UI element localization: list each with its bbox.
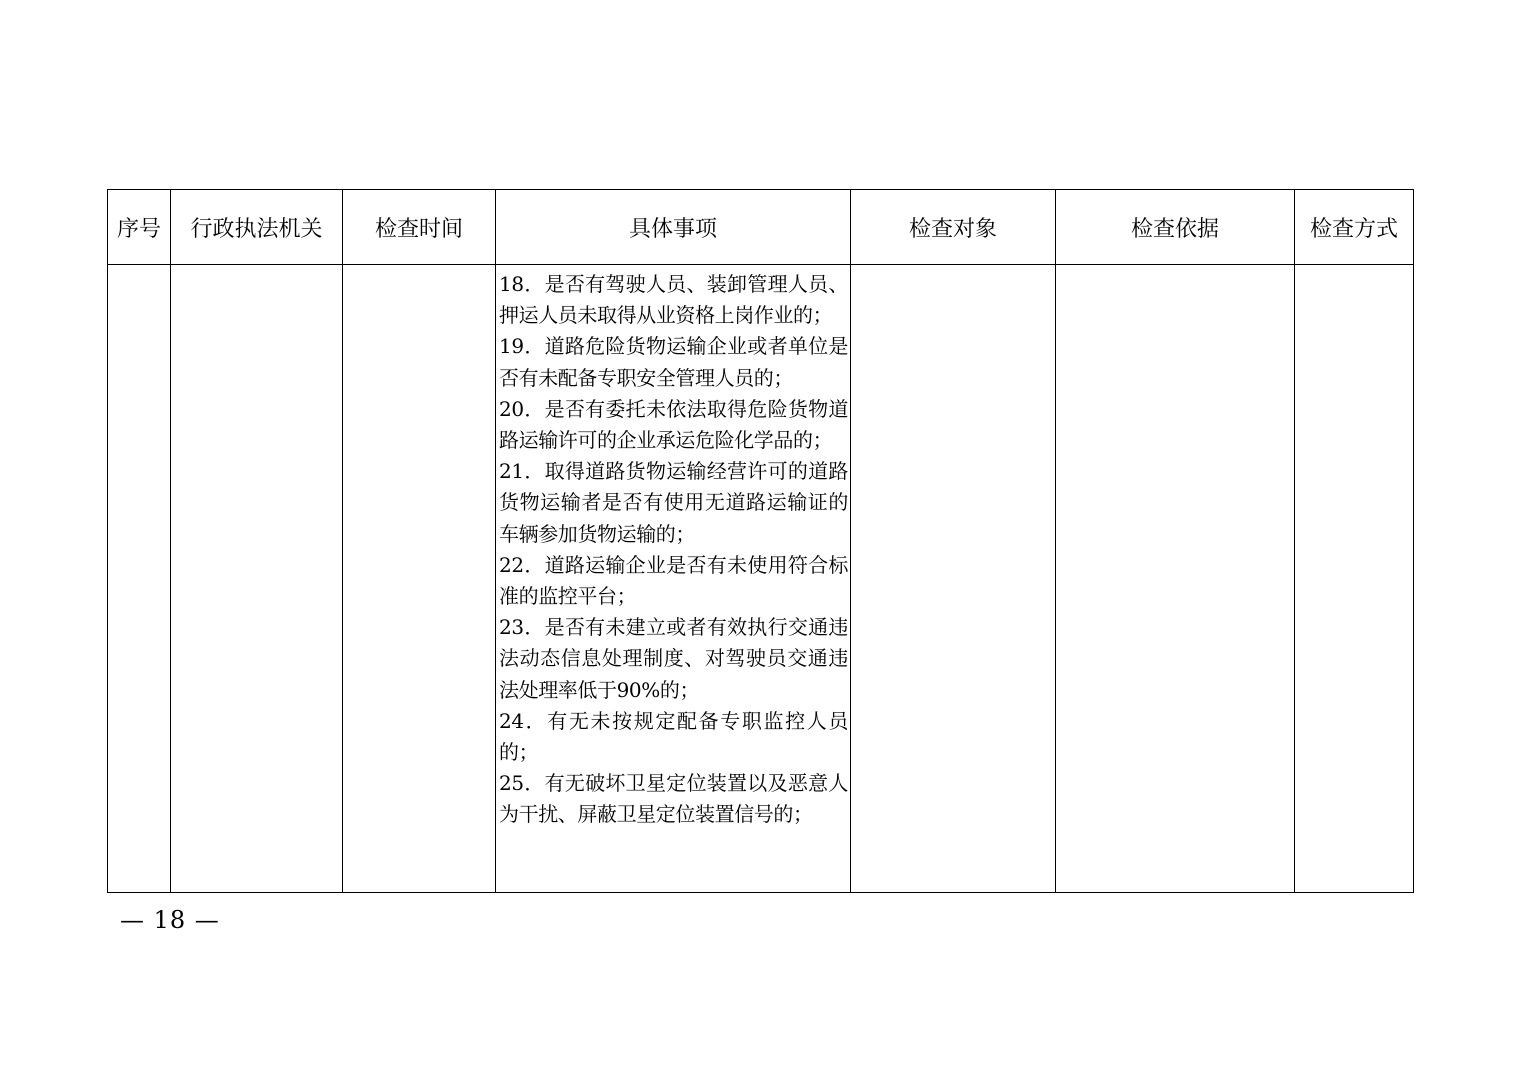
- header-agency: 行政执法机关: [171, 190, 343, 265]
- header-items: 具体事项: [496, 190, 851, 265]
- page-number: — 18 —: [120, 906, 220, 934]
- header-basis: 检查依据: [1056, 190, 1295, 265]
- table-header-row: [108, 190, 1414, 265]
- list-item: 20．是否有委托未依法取得危险货物道路运输许可的企业承运危险化学品的；: [499, 396, 848, 453]
- list-item: 19．道路危险货物运输企业或者单位是否有未配备专职安全管理人员的；: [499, 334, 848, 390]
- cell-agency: [171, 265, 343, 893]
- list-item: 23．是否有未建立或者有效执行交通违法动态信息处理制度、对驾驶员交通违法处理率低于90%的；: [499, 615, 848, 702]
- header-seq: 序号: [108, 190, 171, 265]
- header-method: 检查方式: [1295, 190, 1414, 265]
- cell-basis: [1056, 265, 1295, 893]
- cell-target: [851, 265, 1056, 893]
- cell-time: [343, 265, 496, 893]
- list-item: 21．取得道路货物运输经营许可的道路货物运输者是否有使用无道路运输证的车辆参加货物运输的；: [499, 459, 848, 546]
- header-target: 检查对象: [851, 190, 1056, 265]
- cell-seq: [108, 265, 171, 893]
- inspection-items-list: [496, 265, 850, 831]
- cell-method: [1295, 265, 1414, 893]
- list-item: 25．有无破坏卫星定位装置以及恶意人为干扰、屏蔽卫星定位装置信号的；: [499, 771, 848, 827]
- inspection-table: [107, 189, 1414, 893]
- header-time: 检查时间: [343, 190, 496, 265]
- cell-items: [496, 265, 851, 893]
- list-item: 24．有无未按规定配备专职监控人员的；: [499, 708, 848, 765]
- list-item: 22．道路运输企业是否有未使用符合标准的监控平台；: [499, 552, 848, 609]
- list-item: 18．是否有驾驶人员、装卸管理人员、押运人员未取得从业资格上岗作业的；: [499, 272, 848, 328]
- table-row: [108, 265, 1414, 893]
